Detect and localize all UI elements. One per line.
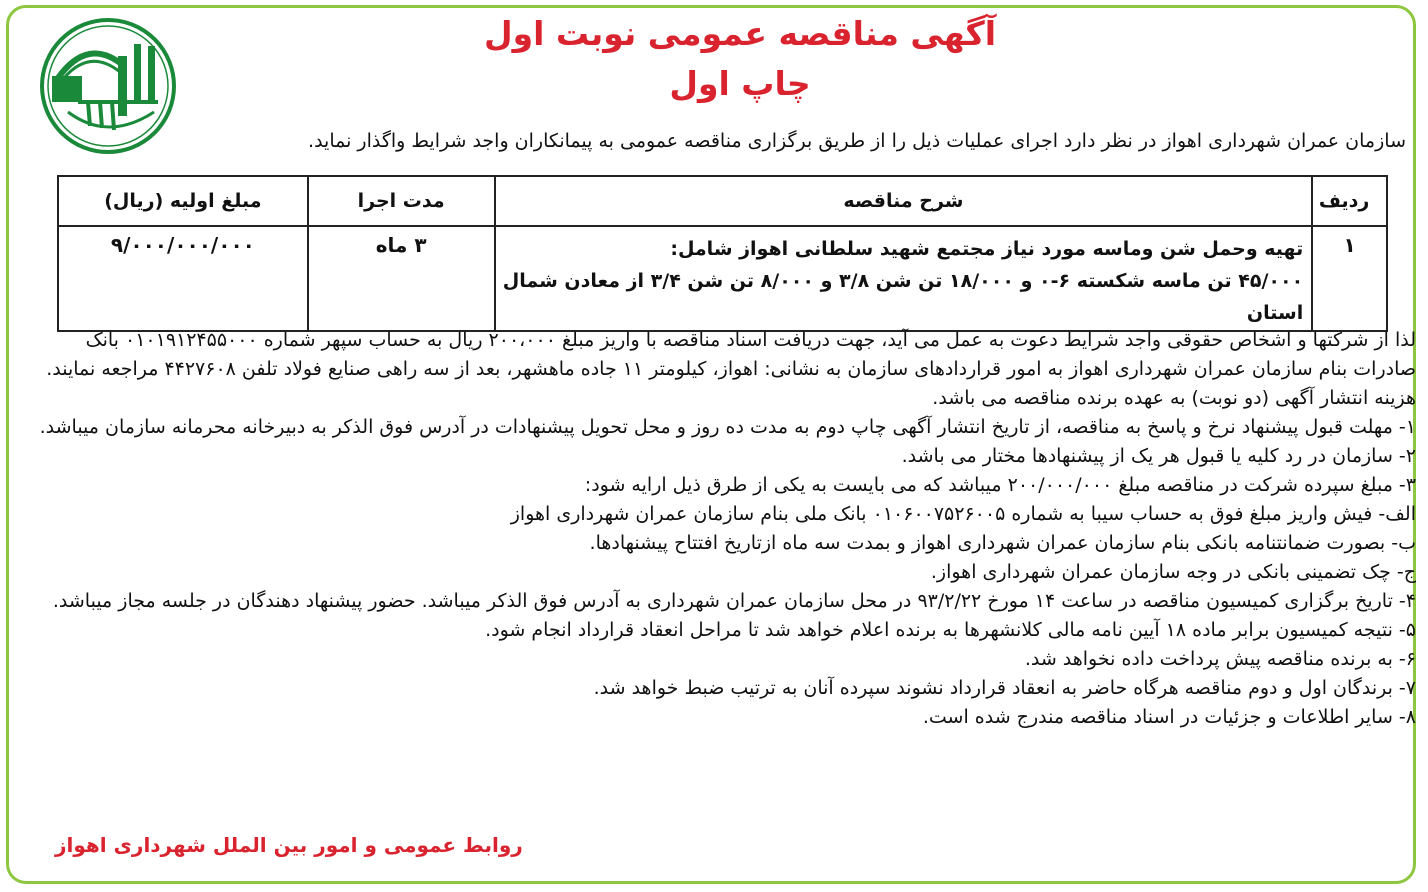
footer-signature: روابط عمومی و امور بین الملل شهرداری اهواز (55, 833, 523, 857)
clause-2: ۲- سازمان در رد کلیه یا قبول هر یک از پیشنهادها مختار می باشد. (901, 445, 1416, 467)
row-description (495, 226, 1313, 331)
table-row (58, 226, 1387, 331)
clause-3b: ب- بصورت ضمانتنامه بانکی بنام سازمان عمران شهرداری اهواز و بمدت سه ماه ازتاریخ افتتاح پیشنهادها. (589, 532, 1416, 554)
clause-3: ۳- مبلغ سپرده شرکت در مناقصه مبلغ ۲۰۰/۰۰۰/۰۰۰ میباشد که می بایست به یکی از طرق ذیل ارایه شود: (584, 474, 1416, 496)
header-duration: مدت اجرا (308, 176, 495, 226)
clause-5: ۵- نتیجه کمیسیون برابر ماده ۱۸ آیین نامه مالی کلانشهرها به برنده اعلام خواهد شد تا مراحل انعقاد قرارداد انجام شود. (485, 619, 1416, 641)
clause-1: ۱- مهلت قبول پیشنهاد نرخ و پاسخ به مناقصه، از تاریخ انتشار آگهی چاپ دوم به مدت ده روز و محل تحویل پیشنهادات در آدرس فوق الذکر به دبیرخانه محرمانه سازمان میباشد. (39, 416, 1416, 438)
page-title: آگهی مناقصه عمومی نوبت اول (483, 14, 997, 53)
page-subtitle: چاپ اول (669, 64, 811, 103)
notice-body (36, 326, 1416, 732)
clause-8: ۸- سایر اطلاعات و جزئیات در اسناد مناقصه مندرج شده است. (922, 706, 1416, 728)
row-number: ۱ (1312, 226, 1387, 331)
header-description: شرح مناقصه (495, 176, 1313, 226)
clause-3a: الف- فیش واریز مبلغ فوق به حساب سیبا به شماره ۰۱۰۶۰۰۷۵۲۶۰۰۵ بانک ملی بنام سازمان عمران شهرداری اهواز (510, 503, 1416, 525)
paragraph-ad-cost: هزینه انتشار آگهی (دو نوبت) به عهده برنده مناقصه می باشد. (932, 387, 1416, 409)
paragraph-invitation: لذا از شرکتها و اشخاص حقوقی واجد شرایط دعوت به عمل می آید، جهت دریافت اسناد مناقصه با واریز مبلغ ۲۰۰،۰۰۰ ریال به حساب سپهر شماره ۰۱۰۱۹۱۲۴۵۵۰۰۰ بانک صادرات بنام سازمان عمران شهرداری اهواز به امور قراردادهای سازمان به نشانی: اهواز، کیلومتر ۱۱ جاده ماهشهر، بعد از سه راهی صنایع فولاد تلفن ۴۴۲۷۶۰۸ مراجعه نمایند. (46, 329, 1416, 380)
row-duration: ۳ ماه (308, 226, 495, 331)
row-amount: ۹/۰۰۰/۰۰۰/۰۰۰ (58, 226, 308, 331)
clause-6: ۶- به برنده مناقصه پیش پرداخت داده نخواهد شد. (1024, 648, 1416, 670)
description-line-2: ۴۵/۰۰۰ تن ماسه شکسته ۶-۰ و ۱۸/۰۰۰ تن شن ۳/۸ و ۸/۰۰۰ تن شن ۳/۴ از معادن شمال استان (502, 270, 1304, 324)
clause-3c: ج- چک تضمینی بانکی در وجه سازمان عمران شهرداری اهواز. (930, 561, 1416, 583)
bridge-emblem-icon (38, 16, 178, 156)
intro-text: سازمان عمران شهرداری اهواز در نظر دارد اجرای عملیات ذیل را از طریق برگزاری مناقصه عمومی به پیمانکاران واجد شرایط واگذار نماید. (308, 130, 1406, 152)
header-row-number: ردیف (1312, 176, 1387, 226)
clause-7: ۷- برندگان اول و دوم مناقصه هرگاه حاضر به انعقاد قرارداد نشوند سپرده آنان به ترتیب ضبط خواهد شد. (593, 677, 1416, 699)
tender-table (57, 175, 1388, 332)
header-amount: مبلغ اولیه (ریال) (58, 176, 308, 226)
description-line-1: تهیه وحمل شن وماسه مورد نیاز مجتمع شهید سلطانی اهواز شامل: (670, 238, 1304, 260)
clause-4: ۴- تاریخ برگزاری کمیسیون مناقصه در ساعت ۱۴ مورخ ۹۳/۲/۲۲ در محل سازمان عمران شهرداری به آدرس فوق الذکر میباشد. حضور پیشنهاد دهندگان در جلسه مجاز میباشد. (52, 590, 1416, 612)
table-header-row (58, 176, 1387, 226)
